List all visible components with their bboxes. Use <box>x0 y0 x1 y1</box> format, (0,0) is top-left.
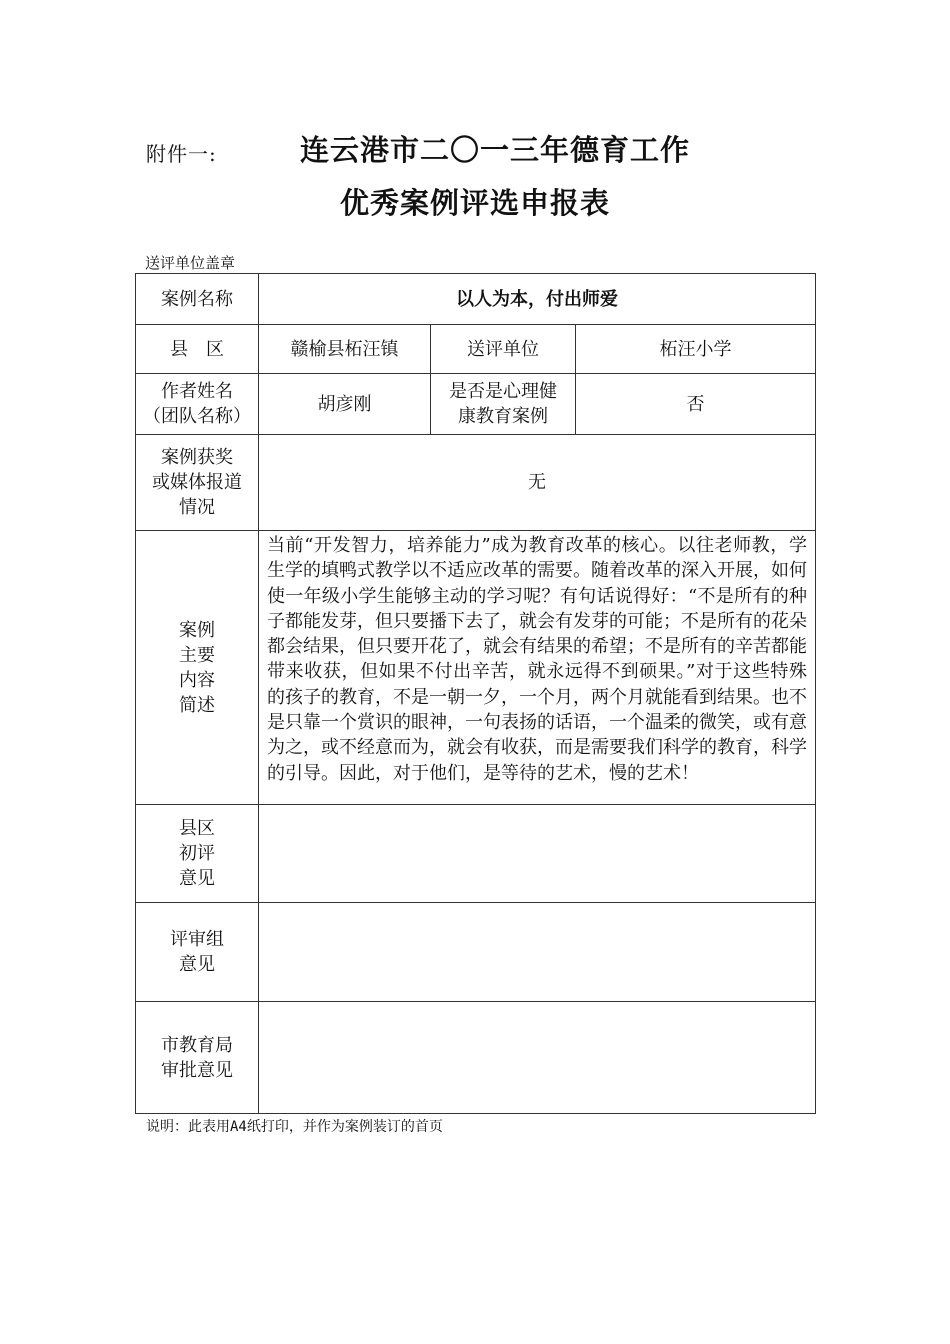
county-value: 赣榆县柘汪镇 <box>259 325 431 374</box>
row-bureau <box>136 1002 816 1114</box>
row-author <box>136 374 816 435</box>
row-awards <box>136 435 816 531</box>
page-title-line1: 连云港市二〇一三年德育工作 <box>300 133 691 167</box>
row-panel <box>136 903 816 1002</box>
county-label: 县 区 <box>136 325 259 374</box>
awards-value: 无 <box>259 435 816 531</box>
awards-label: 案例获奖 或媒体报道 情况 <box>136 435 259 531</box>
author-label: 作者姓名 （团队名称） <box>136 374 259 435</box>
author-value: 胡彦刚 <box>259 374 431 435</box>
page-title-line2: 优秀案例评选申报表 <box>339 186 610 220</box>
attachment-label: 附件一: <box>146 142 217 166</box>
footer-note: 说明：此表用A4纸打印，并作为案例装订的首页 <box>146 1119 443 1135</box>
panel-value <box>259 903 816 1002</box>
psych-value: 否 <box>576 374 816 435</box>
unit-value: 柘汪小学 <box>576 325 816 374</box>
county-review-label: 县区 初评 意见 <box>136 805 259 903</box>
summary-value: 当前“开发智力，培养能力”成为教育改革的核心。以往老师教，学生学的填鸭式教学以不适应改革的需要。随着改革的深入开展，如何使一年级小学生能够主动的学习呢？有句话说得好：“不是所有的种子都能发芽，但只要播下去了，就会有发芽的可能；不是所有的花朵都会结果，但只要开花了，就会有结果的希望；不是所有的辛苦都能带来收获，但如果不付出辛苦，就永远得不到硕果。”对于这些特殊的孩子的教育，不是一朝一夕，一个月，两个月就能看到结果。也不是只靠一个赏识的眼神，一句表扬的话语，一个温柔的微笑，或有意为之，或不经意而为，就会有收获，而是需要我们科学的教育，科学的引导。因此，对于他们，是等待的艺术，慢的艺术！ <box>259 531 816 805</box>
unit-label: 送评单位 <box>431 325 576 374</box>
case-name-label: 案例名称 <box>136 274 259 325</box>
stamp-label: 送评单位盖章 <box>145 254 236 272</box>
application-form-table <box>135 273 816 1114</box>
psych-label: 是否是心理健 康教育案例 <box>431 374 576 435</box>
row-county <box>136 325 816 374</box>
summary-label: 案例 主要 内容 简述 <box>136 531 259 805</box>
row-summary <box>136 531 816 805</box>
bureau-label: 市教育局 审批意见 <box>136 1002 259 1114</box>
panel-label: 评审组 意见 <box>136 903 259 1002</box>
case-name-value: 以人为本，付出师爱 <box>259 274 816 325</box>
county-review-value <box>259 805 816 903</box>
row-case-name <box>136 274 816 325</box>
row-county-review <box>136 805 816 903</box>
bureau-value <box>259 1002 816 1114</box>
